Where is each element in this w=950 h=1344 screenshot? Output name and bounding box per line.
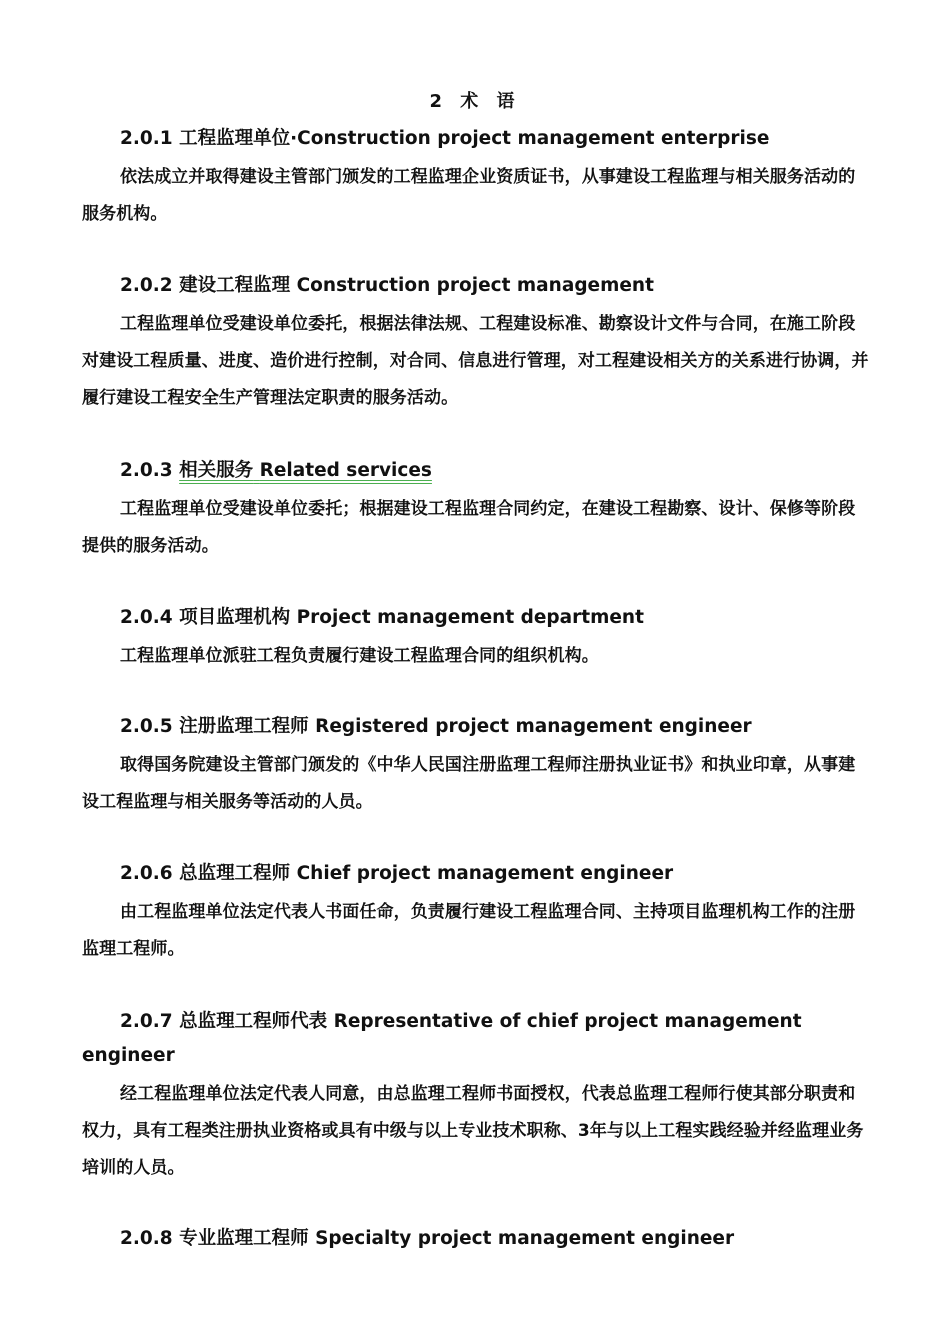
term-cn: 项目监理机构 [179, 607, 291, 628]
term-en: Construction project management [296, 275, 654, 296]
term-cn: 注册监理工程师 [179, 716, 309, 737]
term-en: Construction project management enterprise [297, 128, 770, 149]
term-cn: 专业监理工程师 [179, 1228, 309, 1249]
term-number: 2.0.1 [120, 128, 173, 149]
term-en: Project management department [296, 607, 644, 628]
chapter-title: 2 术 语 [429, 91, 521, 112]
term-en: Related services [259, 460, 432, 481]
term-en: Registered project management engineer [315, 716, 752, 737]
term-en: Specialty project management engineer [315, 1228, 735, 1249]
term-cn: 总监理工程师 [179, 863, 291, 884]
term-definition-2-0-2: 工程监理单位受建设单位委托，根据法律法规、工程建设标准、勘察设计文件与合同，在施工阶段对建设工程质量、进度、造价进行控制，对合同、信息进行管理，对工程建设相关方的关系进行协调，并履行建设工程安全生产管理法定职责的服务活动。 [82, 314, 869, 408]
term-heading-2-0-5 [82, 710, 882, 744]
term-number: 2.0.2 [120, 275, 173, 296]
term-definition-2-0-1: 依法成立并取得建设主管部门颁发的工程监理企业资质证书，从事建设工程监理与相关服务活动的服务机构。 [82, 167, 856, 224]
term-en: Representative of chief project management engineer [82, 1011, 802, 1066]
term-heading-2-0-8 [82, 1222, 882, 1256]
term-definition-2-0-3: 工程监理单位受建设单位委托；根据建设工程监理合同约定，在建设工程勘察、设计、保修等阶段提供的服务活动。 [82, 499, 856, 556]
term-number: 2.0.3 [120, 460, 173, 481]
term-definition-2-0-6: 由工程监理单位法定代表人书面任命，负责履行建设工程监理合同、主持项目监理机构工作的注册监理工程师。 [82, 902, 856, 959]
term-heading-2-0-6 [82, 857, 882, 891]
term-number: 2.0.7 [120, 1011, 173, 1032]
term-number: 2.0.6 [120, 863, 173, 884]
term-number: 2.0.8 [120, 1228, 173, 1249]
term-number: 2.0.5 [120, 716, 173, 737]
term-definition-2-0-5: 取得国务院建设主管部门颁发的《中华人民国注册监理工程师注册执业证书》和执业印章，从事建设工程监理与相关服务等活动的人员。 [82, 755, 856, 812]
term-title-underlined [179, 460, 432, 481]
term-number: 2.0.4 [120, 607, 173, 628]
term-cn: 建设工程监理 [179, 275, 291, 296]
term-cn: 工程监理单位· [179, 128, 298, 149]
term-heading-2-0-3 [82, 454, 882, 488]
term-definition-2-0-4: 工程监理单位派驻工程负责履行建设工程监理合同的组织机构。 [120, 646, 599, 666]
term-heading-2-0-7 [82, 1005, 882, 1073]
term-cn: 总监理工程师代表 [179, 1011, 328, 1032]
term-heading-2-0-1 [82, 122, 882, 156]
term-en: Chief project management engineer [296, 863, 674, 884]
term-definition-2-0-7: 经工程监理单位法定代表人同意，由总监理工程师书面授权，代表总监理工程师行使其部分职责和权力，具有工程类注册执业资格或具有中级与以上专业技术职称、3年与以上工程实践经验并经监理业务培训的人员。 [82, 1084, 864, 1178]
term-cn: 相关服务 [179, 460, 254, 481]
term-heading-2-0-4 [82, 601, 882, 635]
term-heading-2-0-2 [82, 269, 882, 303]
